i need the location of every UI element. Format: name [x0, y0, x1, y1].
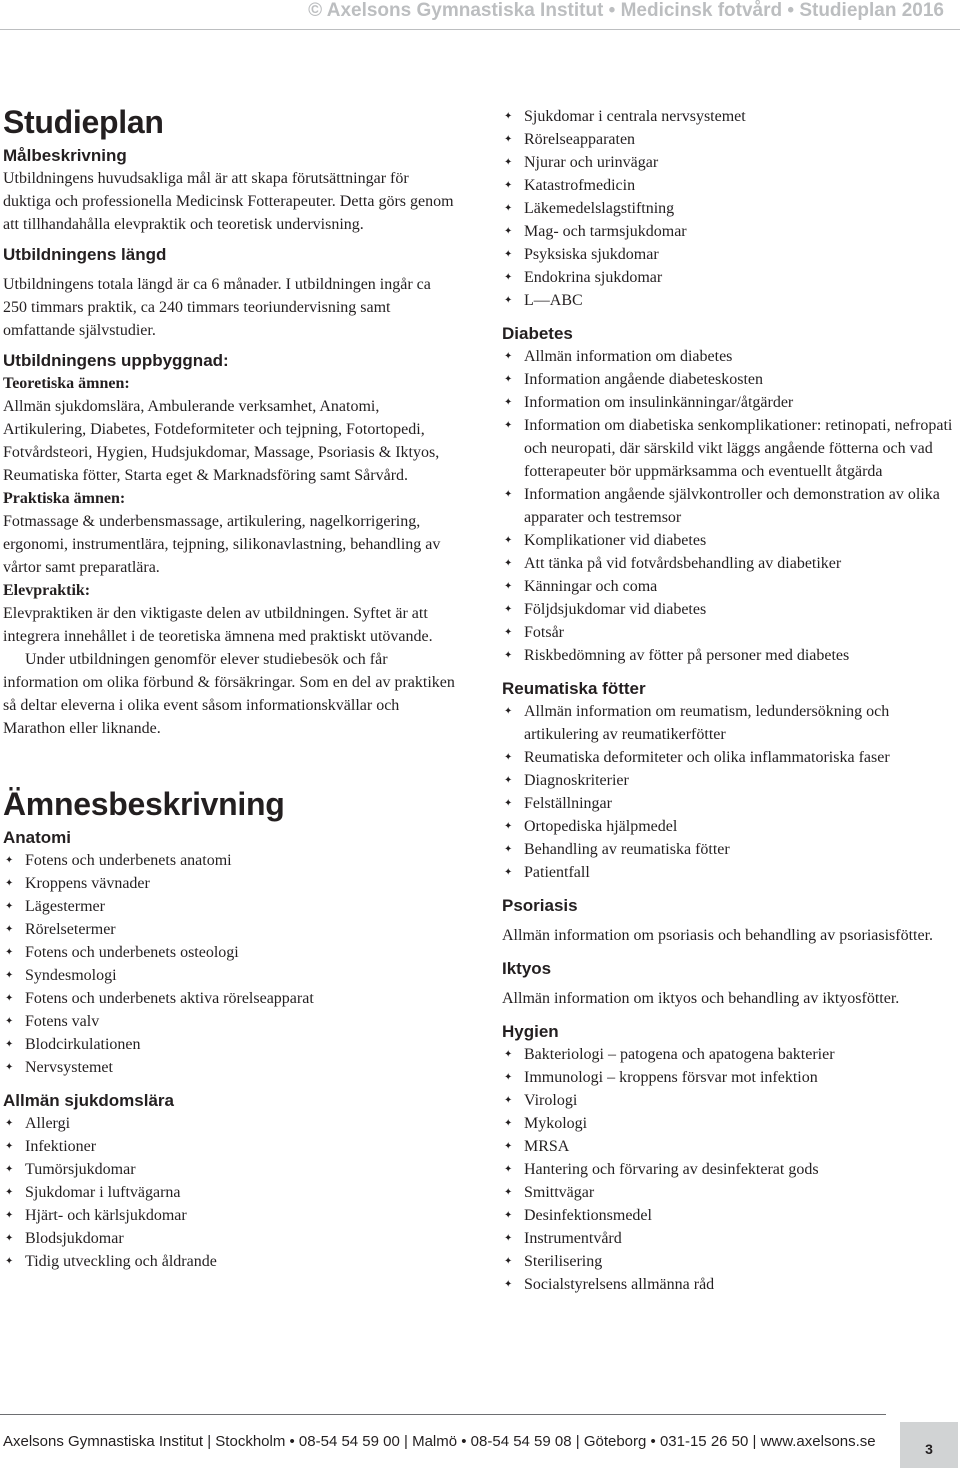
- list-item: [502, 769, 954, 792]
- studieplan-title: Studieplan: [3, 104, 164, 140]
- list-item-text: Virologi: [524, 1092, 578, 1109]
- bullet-icon: ✦: [504, 844, 513, 855]
- list-item: [502, 1089, 954, 1112]
- list-item-text: Information om diabetiska senkomplikationer: retinopati, nefropati och neuropati, där särskild vikt läggs angående fötterna och vad fotterapeuter bör uppmärksamma och eventuellt åtgärda: [524, 417, 953, 480]
- list-item-text: Riskbedömning av fötter på personer med diabetes: [524, 647, 850, 664]
- bullet-icon: ✦: [5, 901, 14, 912]
- list-item: [3, 987, 455, 1010]
- list-item: [502, 700, 954, 746]
- list-item: [3, 1033, 455, 1056]
- list-item: [3, 1250, 455, 1273]
- list-item-text: Allmän information om diabetes: [524, 348, 733, 365]
- reumatiska-heading: Reumatiska fötter: [502, 679, 646, 698]
- list-item: [3, 1204, 455, 1227]
- list-item-text: Information angående självkontroller och demonstration av olika apparater och testremsor: [524, 486, 940, 526]
- list-item: [502, 174, 954, 197]
- bullet-icon: ✦: [5, 1210, 14, 1221]
- bullet-icon: ✦: [5, 924, 14, 935]
- bullet-icon: ✦: [504, 111, 513, 122]
- langd-text: Utbildningens totala längd är ca 6 månader. I utbildningen ingår ca 250 timmars praktik, ca 240 timmars teoriundervisning samt omfattande självstudier.: [3, 276, 431, 339]
- iktyos-heading: Iktyos: [502, 959, 552, 978]
- list-item: [3, 1056, 455, 1079]
- list-item-text: Diagnoskriterier: [524, 772, 629, 789]
- list-item: [502, 1273, 954, 1296]
- bullet-icon: ✦: [504, 1233, 513, 1244]
- bullet-icon: ✦: [504, 1095, 513, 1106]
- bullet-icon: ✦: [504, 1256, 513, 1267]
- bullet-icon: ✦: [5, 1118, 14, 1129]
- psoriasis-heading: Psoriasis: [502, 896, 578, 915]
- list-item-text: Att tänka på vid fotvårdsbehandling av diabetiker: [524, 555, 842, 572]
- list-item: [502, 792, 954, 815]
- list-item-text: Blodsjukdomar: [25, 1230, 124, 1247]
- list-item-text: Infektioner: [25, 1138, 97, 1155]
- bullet-icon: ✦: [5, 947, 14, 958]
- header-divider: [0, 29, 960, 30]
- list-item: [502, 1112, 954, 1135]
- running-header: [0, 0, 960, 30]
- list-item-text: Hantering och förvaring av desinfekterat gods: [524, 1161, 819, 1178]
- list-item: [502, 598, 954, 621]
- list-item: [3, 941, 455, 964]
- list-item-text: Tumörsjukdomar: [25, 1161, 136, 1178]
- list-item-text: Katastrofmedicin: [524, 177, 636, 194]
- list-item: [502, 838, 954, 861]
- list-item-text: Reumatiska deformiteter och olika inflammatoriska faser: [524, 749, 890, 766]
- iktyos-text: Allmän information om iktyos och behandling av iktyosfötter.: [502, 990, 900, 1007]
- list-item: [502, 1181, 954, 1204]
- list-item: [502, 1250, 954, 1273]
- praktiska-text: Fotmassage & underbensmassage, artikulering, nagelkorrigering, ergonomi, instrumentlära, tejpning, silikonavlastning, behandling av vårtor samt preparatlära.: [3, 513, 441, 576]
- list-item: [3, 895, 455, 918]
- list-item: [502, 644, 954, 667]
- bullet-icon: ✦: [504, 1118, 513, 1129]
- bullet-icon: ✦: [5, 1016, 14, 1027]
- list-item: [502, 1227, 954, 1250]
- list-item: [3, 872, 455, 895]
- list-item: [502, 483, 954, 529]
- praktiska-heading: Praktiska ämnen:: [3, 490, 126, 507]
- bullet-icon: ✦: [504, 295, 513, 306]
- list-item-text: Sjukdomar i centrala nervsystemet: [524, 108, 746, 125]
- list-item-text: Hjärt- och kärlsjukdomar: [25, 1207, 187, 1224]
- list-item-text: Information angående diabeteskosten: [524, 371, 764, 388]
- elevpraktik-text: Elevpraktiken är den viktigaste delen av utbildningen. Syftet är att integrera innehållet i de teoretiska ämnena med praktiskt utövande.: [3, 605, 433, 645]
- list-item-text: Information om insulinkänningar/åtgärder: [524, 394, 794, 411]
- bullet-icon: ✦: [504, 1279, 513, 1290]
- list-item-text: Läkemedelslagstiftning: [524, 200, 675, 217]
- bullet-icon: ✦: [504, 397, 513, 408]
- list-item: [502, 621, 954, 644]
- list-item-text: Behandling av reumatiska fötter: [524, 841, 730, 858]
- amnesbeskrivning-title: Ämnesbeskrivning: [3, 786, 285, 822]
- bullet-icon: ✦: [5, 993, 14, 1004]
- list-item-text: Allergi: [25, 1115, 71, 1132]
- bullet-icon: ✦: [504, 604, 513, 615]
- anatomi-heading: Anatomi: [3, 828, 71, 847]
- list-item: [502, 1066, 954, 1089]
- list-item: [502, 746, 954, 769]
- list-item-text: Fotens och underbenets anatomi: [25, 852, 232, 869]
- bullet-icon: ✦: [504, 821, 513, 832]
- bullet-icon: ✦: [5, 878, 14, 889]
- bullet-icon: ✦: [5, 1062, 14, 1073]
- bullet-icon: ✦: [5, 1256, 14, 1267]
- list-item-text: Fotens och underbenets osteologi: [25, 944, 239, 961]
- bullet-icon: ✦: [504, 752, 513, 763]
- bullet-icon: ✦: [504, 249, 513, 260]
- list-item: [502, 345, 954, 368]
- bullet-icon: ✦: [504, 798, 513, 809]
- list-item: [502, 529, 954, 552]
- list-item-text: Fotsår: [524, 624, 564, 641]
- teoretiska-heading: Teoretiska ämnen:: [3, 375, 130, 392]
- right-column: [502, 105, 954, 1296]
- list-item: [502, 243, 954, 266]
- list-item-text: Fotens och underbenets aktiva rörelseapparat: [25, 990, 314, 1007]
- list-item-text: Nervsystemet: [25, 1059, 113, 1076]
- bullet-icon: ✦: [5, 970, 14, 981]
- list-item: [3, 1010, 455, 1033]
- list-item: [502, 368, 954, 391]
- list-item-text: Mykologi: [524, 1115, 588, 1132]
- bullet-icon: ✦: [504, 134, 513, 145]
- list-item-text: Smittvägar: [524, 1184, 595, 1201]
- list-item: [3, 918, 455, 941]
- list-item-text: Syndesmologi: [25, 967, 117, 984]
- hygien-heading: Hygien: [502, 1022, 559, 1041]
- bullet-icon: ✦: [5, 1164, 14, 1175]
- bullet-icon: ✦: [504, 1187, 513, 1198]
- list-item: [502, 414, 954, 483]
- bullet-icon: ✦: [504, 420, 513, 431]
- bullet-icon: ✦: [504, 558, 513, 569]
- list-item-text: Känningar och coma: [524, 578, 658, 595]
- list-item-text: Psyksiska sjukdomar: [524, 246, 659, 263]
- bullet-icon: ✦: [504, 1072, 513, 1083]
- list-item: [3, 964, 455, 987]
- list-item: [502, 575, 954, 598]
- list-item-text: Immunologi – kroppens försvar mot infektion: [524, 1069, 818, 1086]
- bullet-icon: ✦: [5, 855, 14, 866]
- list-item: [3, 1135, 455, 1158]
- list-item: [502, 289, 954, 312]
- list-item-text: Bakteriologi – patogena och apatogena bakterier: [524, 1046, 835, 1063]
- list-item-text: Felställningar: [524, 795, 612, 812]
- list-item-text: Sjukdomar i luftvägarna: [25, 1184, 181, 1201]
- list-item-text: L—ABC: [524, 292, 583, 309]
- elevpraktik-text-2: Under utbildningen genomför elever studiebesök och får information om olika förbund & försäkringar. Som en del av praktiken så deltar eleverna i olika event såsom informationskvällar och Marathon eller liknande.: [3, 651, 455, 737]
- list-item-text: Socialstyrelsens allmänna råd: [524, 1276, 715, 1293]
- bullet-icon: ✦: [504, 351, 513, 362]
- bullet-icon: ✦: [504, 706, 513, 717]
- list-item: [502, 220, 954, 243]
- list-item-text: Blodcirkulationen: [25, 1036, 141, 1053]
- sjukdomslara-list-continued: [502, 105, 954, 312]
- list-item: [502, 1135, 954, 1158]
- list-item-text: Allmän information om reumatism, ledundersökning och artikulering av reumatikerfötter: [524, 703, 890, 743]
- bullet-icon: ✦: [504, 775, 513, 786]
- list-item-text: Tidig utveckling och åldrande: [25, 1253, 217, 1270]
- list-item: [502, 105, 954, 128]
- bullet-icon: ✦: [504, 581, 513, 592]
- bullet-icon: ✦: [5, 1187, 14, 1198]
- page-number: 3: [900, 1422, 958, 1468]
- sjukdomslara-heading: Allmän sjukdomslära: [3, 1091, 175, 1110]
- reumatiska-list: [502, 700, 954, 884]
- bullet-icon: ✦: [504, 1210, 513, 1221]
- list-item-text: Desinfektionsmedel: [524, 1207, 652, 1224]
- list-item: [502, 151, 954, 174]
- list-item-text: Kroppens vävnader: [25, 875, 150, 892]
- list-item: [3, 1112, 455, 1135]
- bullet-icon: ✦: [504, 535, 513, 546]
- footer-divider: [0, 1414, 886, 1415]
- anatomi-list: [3, 849, 455, 1079]
- list-item-text: Patientfall: [524, 864, 590, 881]
- langd-heading: Utbildningens längd: [3, 245, 167, 264]
- sjukdomslara-list: [3, 1112, 455, 1273]
- bullet-icon: ✦: [504, 627, 513, 638]
- bullet-icon: ✦: [504, 157, 513, 168]
- list-item-text: Lägestermer: [25, 898, 105, 915]
- bullet-icon: ✦: [5, 1233, 14, 1244]
- list-item: [502, 266, 954, 289]
- psoriasis-text: Allmän information om psoriasis och behandling av psoriasisfötter.: [502, 927, 934, 944]
- list-item-text: Sterilisering: [524, 1253, 603, 1270]
- bullet-icon: ✦: [5, 1039, 14, 1050]
- bullet-icon: ✦: [504, 226, 513, 237]
- list-item: [502, 552, 954, 575]
- list-item: [3, 1181, 455, 1204]
- list-item-text: Ortopediska hjälpmedel: [524, 818, 678, 835]
- hygien-list: [502, 1043, 954, 1296]
- bullet-icon: ✦: [504, 650, 513, 661]
- footer-contact: Axelsons Gymnastiska Institut | Stockholm • 08-54 54 59 00 | Malmö • 08-54 54 59 08 | Göteborg • 031-15 26 50 | www.axelsons.se: [3, 1433, 876, 1450]
- list-item-text: MRSA: [524, 1138, 570, 1155]
- list-item: [502, 197, 954, 220]
- list-item-text: Rörelseapparaten: [524, 131, 636, 148]
- bullet-icon: ✦: [504, 489, 513, 500]
- list-item-text: Fotens valv: [25, 1013, 100, 1030]
- list-item: [502, 1158, 954, 1181]
- bullet-icon: ✦: [504, 1141, 513, 1152]
- diabetes-heading: Diabetes: [502, 324, 573, 343]
- list-item: [502, 391, 954, 414]
- header-title: © Axelsons Gymnastiska Institut • Medicinsk fotvård • Studieplan 2016: [308, 0, 944, 21]
- list-item-text: Endokrina sjukdomar: [524, 269, 663, 286]
- bullet-icon: ✦: [504, 203, 513, 214]
- list-item-text: Komplikationer vid diabetes: [524, 532, 707, 549]
- bullet-icon: ✦: [504, 374, 513, 385]
- list-item-text: Rörelsetermer: [25, 921, 116, 938]
- diabetes-list: [502, 345, 954, 667]
- malbeskrivning-text: Utbildningens huvudsakliga mål är att skapa förutsättningar för duktiga och professionella Medicinsk Fotterapeuter. Detta görs genom att tillhandahålla elevpraktik och teoretisk undervisning.: [3, 170, 454, 233]
- list-item-text: Mag- och tarmsjukdomar: [524, 223, 687, 240]
- list-item: [502, 1043, 954, 1066]
- list-item: [502, 815, 954, 838]
- malbeskrivning-heading: Målbeskrivning: [3, 146, 127, 165]
- list-item: [502, 861, 954, 884]
- teoretiska-text: Allmän sjukdomslära, Ambulerande verksamhet, Anatomi, Artikulering, Diabetes, Fotdeformiteter och tejpning, Fotortopedi, Fotvårdsteori, Hygien, Hudsjukdomar, Massage, Psoriasis & Iktyos, Reumatiska fötter, Starta eget & Marknadsföring samt Sårvård.: [3, 398, 440, 484]
- list-item-text: Följdsjukdomar vid diabetes: [524, 601, 707, 618]
- bullet-icon: ✦: [504, 1164, 513, 1175]
- left-column: [3, 100, 455, 1273]
- list-item: [502, 128, 954, 151]
- bullet-icon: ✦: [504, 867, 513, 878]
- bullet-icon: ✦: [504, 180, 513, 191]
- bullet-icon: ✦: [5, 1141, 14, 1152]
- list-item-text: Njurar och urinvägar: [524, 154, 659, 171]
- elevpraktik-heading: Elevpraktik:: [3, 582, 91, 599]
- uppbyggnad-heading: Utbildningens uppbyggnad:: [3, 351, 229, 370]
- bullet-icon: ✦: [504, 1049, 513, 1060]
- list-item: [3, 849, 455, 872]
- list-item: [3, 1158, 455, 1181]
- list-item: [3, 1227, 455, 1250]
- bullet-icon: ✦: [504, 272, 513, 283]
- list-item-text: Instrumentvård: [524, 1230, 622, 1247]
- list-item: [502, 1204, 954, 1227]
